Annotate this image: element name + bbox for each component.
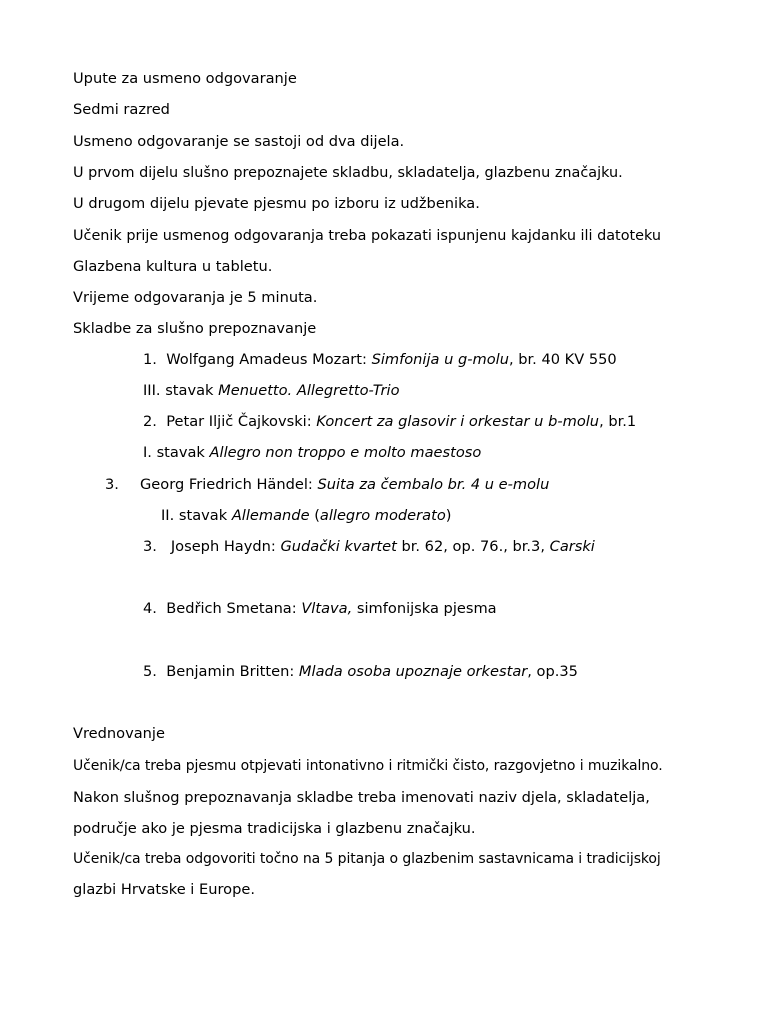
piece-movement: [161, 507, 451, 525]
piece-title: Suita za čembalo br. 4 u e-molu: [317, 476, 550, 493]
movement-tempo: allegro moderato: [319, 507, 446, 524]
piece-composer: Petar Iljič Čajkovski:: [166, 413, 312, 430]
piece-number: 5.: [143, 663, 157, 680]
evaluation-line: područje ako je pjesma tradicijska i glazbenu značajku.: [73, 820, 476, 837]
section-heading-listening: Skladbe za slušno prepoznavanje: [73, 320, 317, 337]
evaluation-line: glazbi Hrvatske i Europe.: [73, 881, 255, 898]
piece-item: [140, 476, 549, 494]
piece-number: 4.: [143, 600, 157, 617]
intro-line: Vrijeme odgovaranja je 5 minuta.: [73, 289, 318, 306]
piece-item: [143, 600, 497, 618]
piece-number: 1.: [143, 351, 157, 368]
piece-movement: [143, 444, 481, 462]
piece-nickname: Carski: [549, 538, 595, 555]
piece-composer: Joseph Haydn:: [170, 538, 276, 555]
grade-line: Sedmi razred: [73, 101, 170, 118]
movement-title: Allemande: [231, 507, 310, 524]
piece-number: 3.: [105, 476, 119, 493]
piece-title: Mlada osoba upoznaje orkestar: [298, 663, 528, 680]
piece-title: Vltava,: [301, 600, 353, 617]
movement-title: Allegro non troppo e molto maestoso: [209, 444, 482, 461]
piece-title: Simfonija u g-molu: [371, 351, 509, 368]
piece-composer: Georg Friedrich Händel:: [140, 476, 313, 493]
piece-composer: Benjamin Britten:: [166, 663, 295, 680]
piece-composer: Wolfgang Amadeus Mozart:: [166, 351, 367, 368]
evaluation-line: Učenik/ca treba pjesmu otpjevati intonativno i ritmički čisto, razgovjetno i muzikalno.: [73, 758, 663, 774]
intro-line: Učenik prije usmenog odgovaranja treba pokazati ispunjenu kajdanku ili datoteku: [73, 228, 662, 244]
evaluation-line: Učenik/ca treba odgovoriti točno na 5 pitanja o glazbenim sastavnicama i tradicijskoj: [73, 851, 661, 867]
piece-detail: br. 62, op. 76., br.3,: [396, 538, 550, 555]
piece-item: [143, 413, 636, 431]
piece-number: 2.: [143, 413, 157, 430]
evaluation-line: Nakon slušnog prepoznavanja skladbe treba imenovati naziv djela, skladatelja,: [73, 789, 650, 806]
piece-detail: , op.35: [527, 663, 578, 680]
piece-number: 3.: [143, 538, 157, 555]
piece-item: [143, 538, 595, 556]
section-heading-evaluation: Vrednovanje: [73, 725, 165, 742]
document-title: Upute za usmeno odgovaranje: [73, 70, 297, 87]
piece-detail: , br.1: [599, 413, 637, 430]
piece-movement: [143, 382, 400, 400]
movement-paren-open: (: [309, 507, 320, 524]
movement-label: II. stavak: [161, 507, 232, 524]
piece-title: Koncert za glasovir i orkestar u b-molu: [316, 413, 600, 430]
piece-item: [143, 351, 617, 369]
intro-line: Usmeno odgovaranje se sastoji od dva dijela.: [73, 133, 405, 150]
movement-paren-close: ): [445, 507, 452, 524]
movement-title: Menuetto. Allegretto-Trio: [218, 382, 400, 399]
piece-detail: simfonijska pjesma: [352, 600, 497, 617]
movement-label: I. stavak: [143, 444, 210, 461]
piece-composer: Bedřich Smetana:: [166, 600, 297, 617]
intro-line: U prvom dijelu slušno prepoznajete skladbu, skladatelja, glazbenu značajku.: [73, 165, 623, 181]
intro-line: U drugom dijelu pjevate pjesmu po izboru iz udžbenika.: [73, 195, 480, 212]
intro-line: Glazbena kultura u tabletu.: [73, 258, 273, 275]
movement-label: III. stavak: [143, 382, 219, 399]
piece-detail: , br. 40 KV 550: [508, 351, 617, 368]
piece-title: Gudački kvartet: [280, 538, 397, 555]
piece-item: [143, 663, 578, 681]
